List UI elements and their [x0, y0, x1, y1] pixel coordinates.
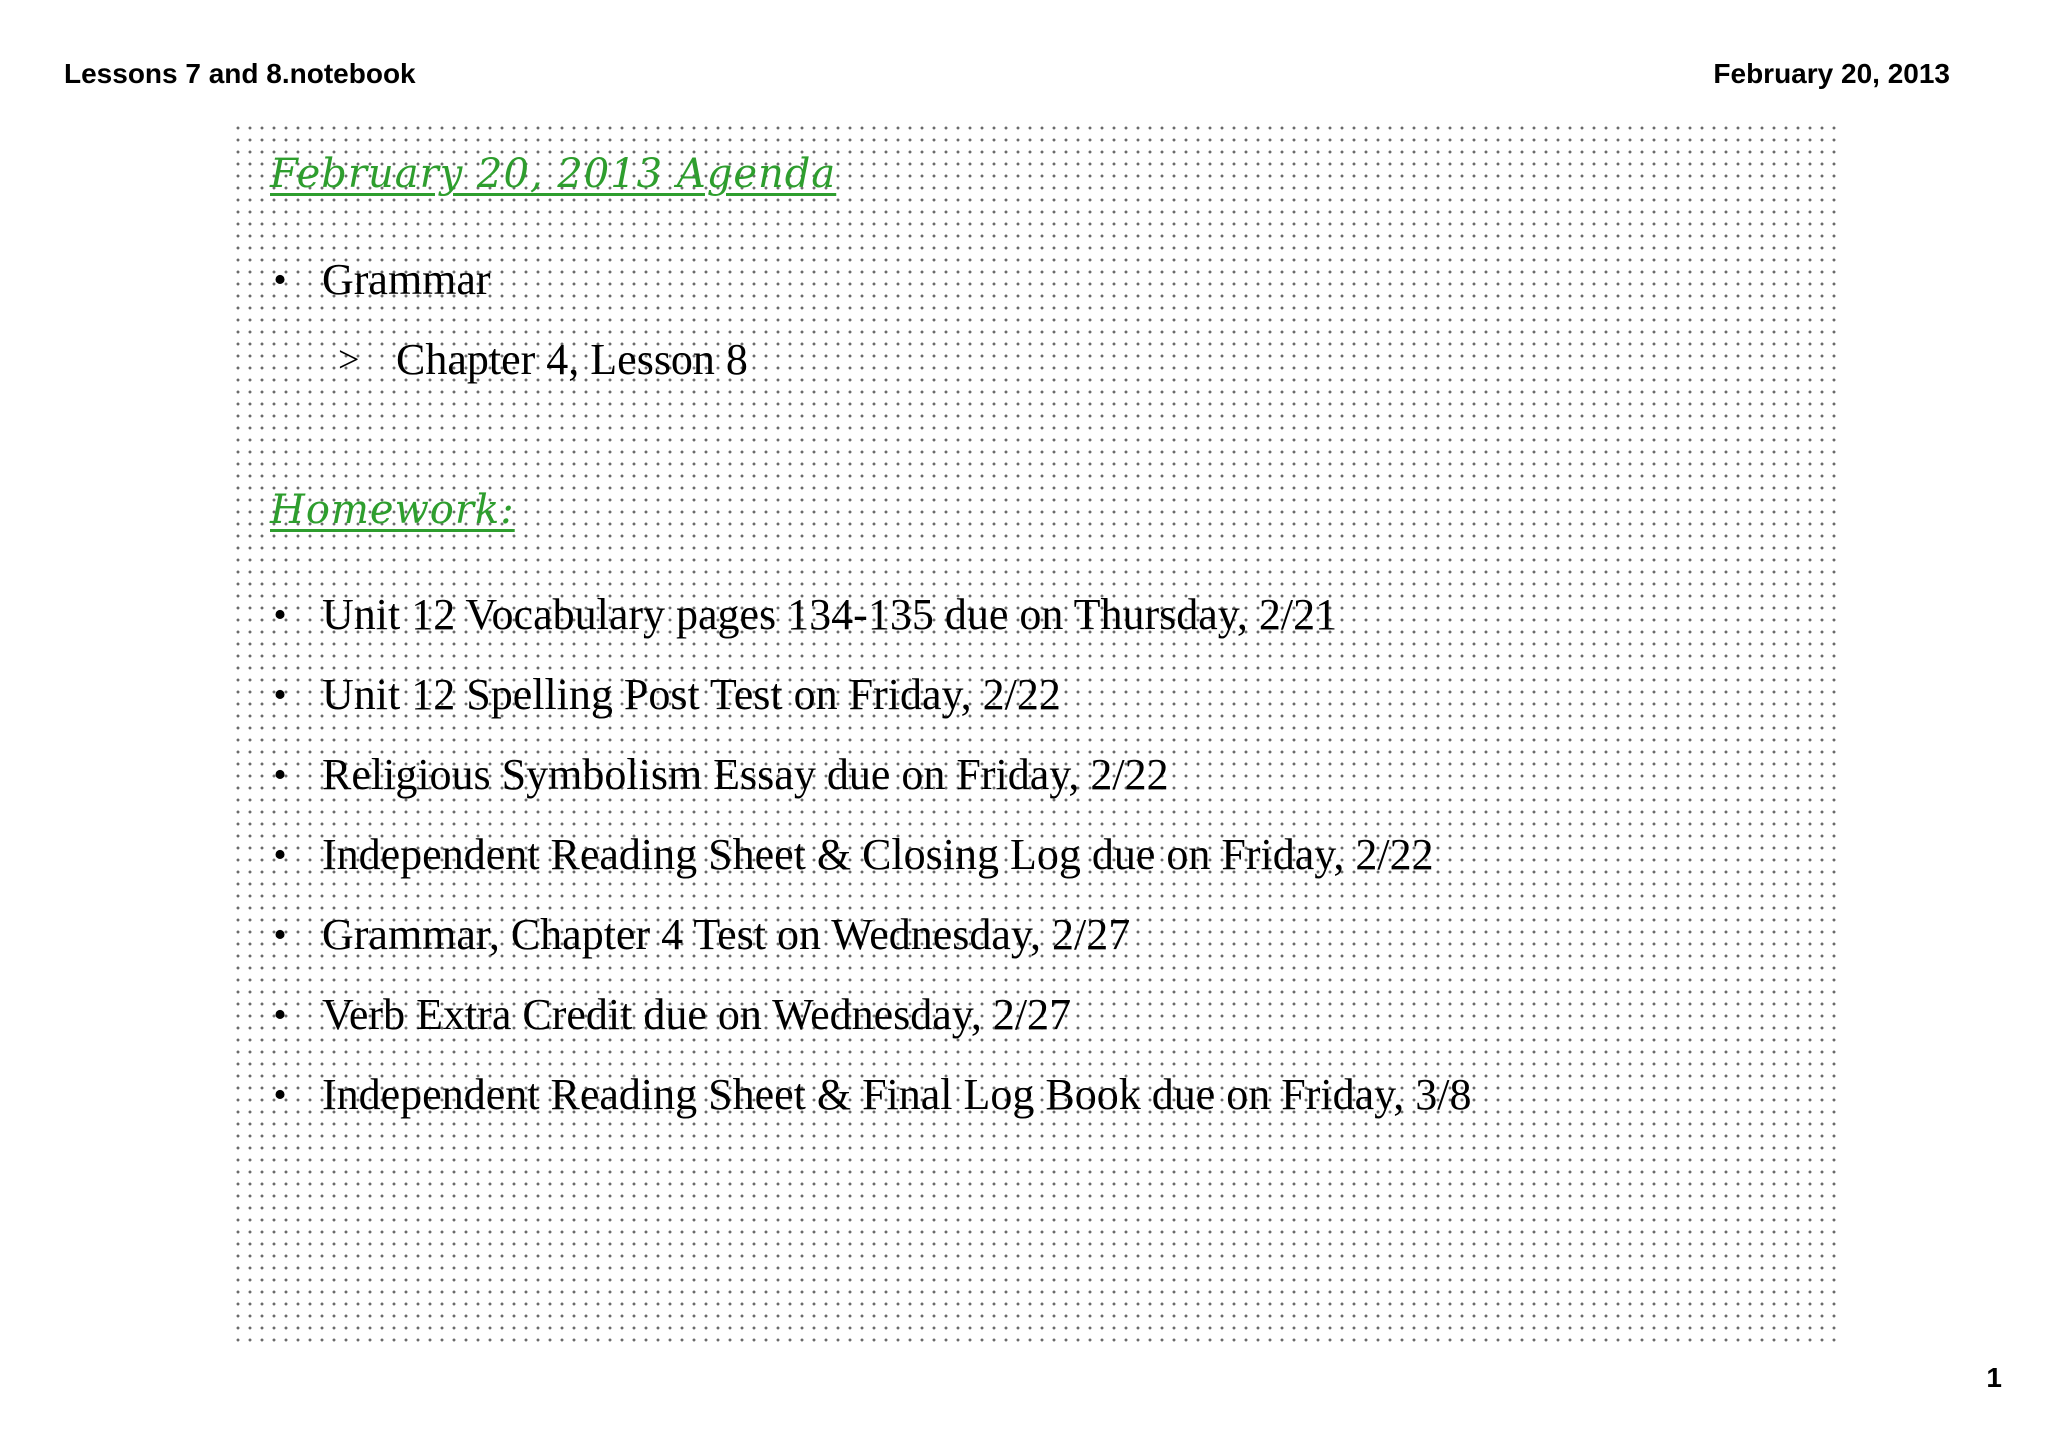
homework-item-label: Unit 12 Vocabulary pages 134-135 due on Thursday, 2/21 [322, 590, 1338, 639]
homework-item-label: Independent Reading Sheet & Closing Log due on Friday, 2/22 [322, 830, 1434, 879]
bullet-icon: • [273, 674, 287, 716]
agenda-item-label: Grammar [322, 255, 491, 304]
bullet-icon: • [273, 594, 287, 636]
notebook-filename: Lessons 7 and 8.notebook [64, 58, 416, 89]
bullet-icon: • [273, 1074, 287, 1116]
homework-item-label: Grammar, Chapter 4 Test on Wednesday, 2/27 [322, 910, 1131, 959]
homework-item-label: Unit 12 Spelling Post Test on Friday, 2/22 [322, 670, 1061, 719]
agenda-subitem-label: Chapter 4, Lesson 8 [396, 335, 748, 384]
bullet-icon: • [273, 834, 287, 876]
homework-heading: Homework: [270, 487, 515, 533]
bullet-icon: • [273, 754, 287, 796]
page-date: February 20, 2013 [1713, 58, 1950, 89]
bullet-icon: • [273, 259, 287, 301]
homework-item-label: Verb Extra Credit due on Wednesday, 2/27 [322, 990, 1072, 1039]
dot-grid-canvas [230, 120, 1838, 1348]
arrow-marker-icon: > [338, 339, 360, 381]
homework-item-label: Independent Reading Sheet & Final Log Book due on Friday, 3/8 [322, 1070, 1472, 1119]
bullet-icon: • [273, 994, 287, 1036]
homework-item-label: Religious Symbolism Essay due on Friday, 2/22 [322, 750, 1169, 799]
bullet-icon: • [273, 914, 287, 956]
page-number: 1 [1986, 1362, 2002, 1393]
agenda-heading: February 20, 2013 Agenda [270, 151, 837, 197]
